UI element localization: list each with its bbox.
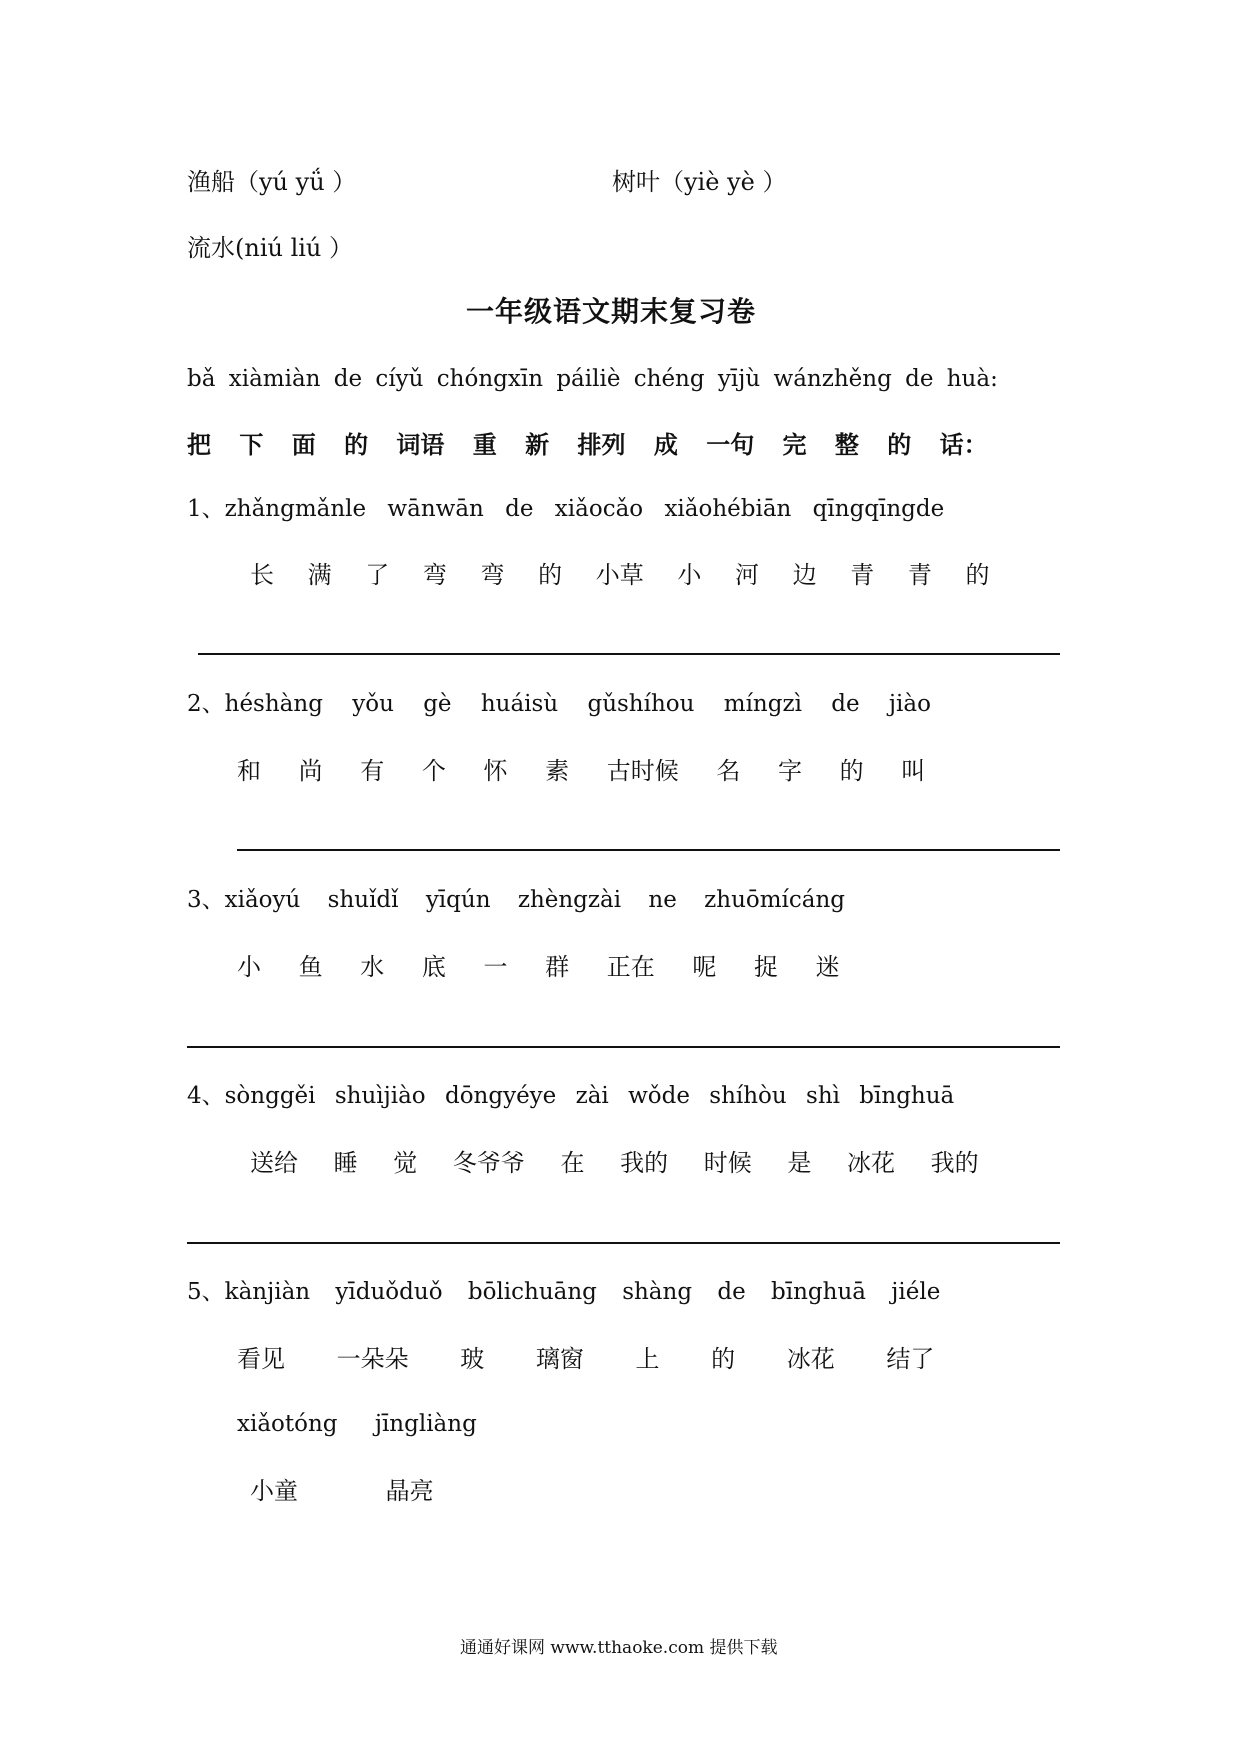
word-item-3: 流水(niú liú ） <box>187 234 354 262</box>
instruction-pinyin: bǎ xiàmiàn de cíyǔ chóngxīn páiliè chéng yījù wánzhěng de huà: <box>187 366 998 392</box>
question-5-hanzi-2: 小童 晶亮 <box>250 1477 434 1505</box>
word-item-2: 树叶（yiè yè ） <box>612 168 787 196</box>
question-3-pinyin: 3、xiǎoyú shuǐdǐ yīqún zhèngzài ne zhuōmícáng <box>187 887 846 913</box>
answer-line-1 <box>198 653 1060 655</box>
question-4-hanzi: 送给 睡 觉 冬爷爷 在 我的 时候 是 冰花 我的 <box>250 1149 979 1177</box>
footer-credit: 通通好课网 www.tthaoke.com 提供下载 <box>460 1638 778 1658</box>
question-1-hanzi: 长 满 了 弯 弯 的 小草 小 河 边 青 青 的 <box>250 561 990 589</box>
question-2-hanzi: 和 尚 有 个 怀 素 古时候 名 字 的 叫 <box>237 757 926 785</box>
instruction-hanzi: 把 下 面 的 词语 重 新 排列 成 一句 完 整 的 话： <box>187 430 988 459</box>
answer-line-3 <box>187 1046 1060 1048</box>
word-item-1: 渔船（yú yǘ ） <box>187 168 357 196</box>
question-5-pinyin-2: xiǎotóng jīngliàng <box>237 1411 477 1437</box>
question-1-pinyin: 1、zhǎngmǎnle wānwān de xiǎocǎo xiǎohébiān qīngqīngde <box>187 496 945 522</box>
answer-line-4 <box>187 1242 1060 1244</box>
question-4-pinyin: 4、sònggěi shuìjiào dōngyéye zài wǒde shíhòu shì bīnghuā <box>187 1083 955 1109</box>
question-3-hanzi: 小 鱼 水 底 一 群 正在 呢 捉 迷 <box>237 953 840 981</box>
answer-line-2 <box>237 849 1060 851</box>
question-2-pinyin: 2、héshàng yǒu gè huáisù gǔshíhou míngzì de jiào <box>187 691 931 717</box>
question-5-pinyin: 5、kànjiàn yīduǒduǒ bōlichuāng shàng de bīnghuā jiéle <box>187 1279 941 1305</box>
page-title: 一年级语文期末复习卷 <box>466 295 757 328</box>
question-5-hanzi: 看见 一朵朵 玻 璃窗 上 的 冰花 结了 <box>237 1345 935 1373</box>
